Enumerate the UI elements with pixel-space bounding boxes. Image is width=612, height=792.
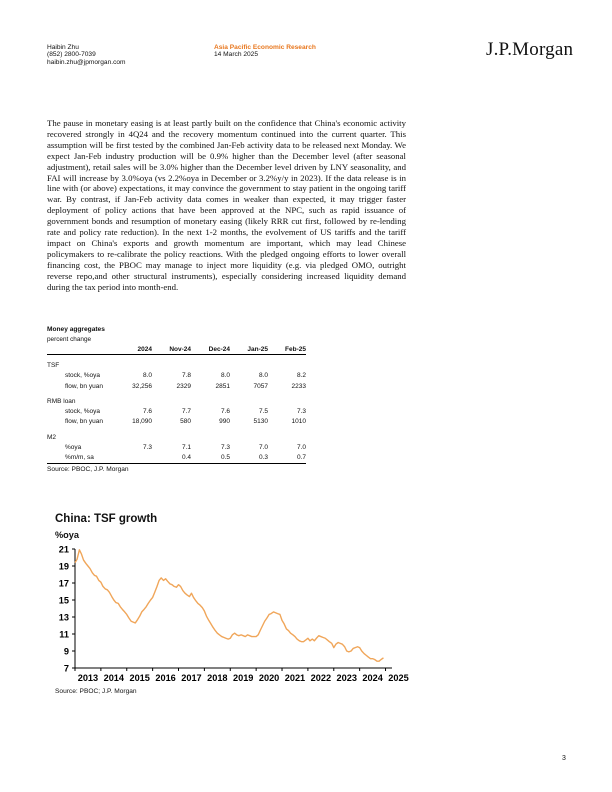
x-tick-label: 2014 bbox=[103, 673, 125, 683]
table-source: Source: PBOC, J.P. Morgan bbox=[47, 465, 129, 473]
y-tick-label: 21 bbox=[58, 544, 69, 555]
x-tick-label: 2015 bbox=[129, 673, 150, 683]
table-cell: 7.6 bbox=[220, 408, 230, 416]
table-cell: 7.0 bbox=[296, 444, 306, 452]
series-line bbox=[75, 550, 383, 661]
table-cell: 0.5 bbox=[191, 453, 230, 464]
table-cell: 18,090 bbox=[132, 418, 152, 426]
section-row bbox=[47, 432, 306, 442]
chart-title: China: TSF growth bbox=[55, 513, 158, 525]
y-tick-label: 17 bbox=[58, 578, 69, 589]
table-cell: 7057 bbox=[253, 382, 268, 390]
header-blank-cell bbox=[47, 344, 113, 355]
row-label: %oya bbox=[65, 444, 82, 452]
section-row bbox=[47, 396, 306, 406]
page-number: 3 bbox=[562, 755, 566, 762]
author-block bbox=[47, 44, 126, 66]
x-tick-label: 2025 bbox=[388, 673, 409, 683]
section-row bbox=[47, 360, 306, 370]
row-label: stock, %oya bbox=[65, 372, 101, 380]
table-row bbox=[47, 417, 306, 427]
table-cell: 2851 bbox=[215, 382, 230, 390]
publication-name: Asia Pacific Economic Research bbox=[214, 44, 316, 51]
table-cell: 2329 bbox=[176, 382, 191, 390]
table-row bbox=[47, 371, 306, 381]
table-cell: 7.8 bbox=[181, 372, 191, 380]
table-cell: 7.7 bbox=[181, 408, 191, 416]
publication-block bbox=[214, 44, 316, 59]
column-header: Nov-24 bbox=[152, 344, 191, 355]
y-tick-label: 19 bbox=[58, 561, 69, 572]
x-tick-label: 2019 bbox=[232, 673, 254, 683]
section-label: M2 bbox=[47, 433, 57, 441]
column-header: Feb-25 bbox=[268, 344, 306, 355]
table-subtitle: percent change bbox=[47, 336, 92, 343]
x-tick-label: 2022 bbox=[310, 673, 332, 683]
x-tick-label: 2017 bbox=[181, 673, 202, 683]
author-phone: (852) 2800-7039 bbox=[47, 51, 96, 59]
jpmorgan-logo: J.P.Morgan bbox=[486, 39, 574, 60]
x-tick-label: 2023 bbox=[336, 673, 357, 683]
table-cell: 2233 bbox=[291, 382, 306, 390]
row-label: %m/m, sa bbox=[47, 453, 113, 464]
table-row bbox=[47, 406, 306, 416]
table-title: Money aggregates bbox=[47, 326, 105, 333]
publication-date: 14 March 2025 bbox=[214, 51, 258, 59]
table-cell: 990 bbox=[219, 418, 230, 426]
table-cell: 0.7 bbox=[268, 453, 306, 464]
table-cell: 7.3 bbox=[142, 444, 152, 452]
table-cell: 7.5 bbox=[258, 408, 268, 416]
row-label: stock, %oya bbox=[65, 408, 101, 416]
x-tick-label: 2016 bbox=[155, 673, 176, 683]
table-header-row bbox=[47, 344, 306, 355]
money-aggregates-table-block bbox=[47, 326, 306, 473]
money-aggregates-table bbox=[47, 344, 306, 464]
table-cell: 8.0 bbox=[220, 372, 230, 380]
table-cell bbox=[113, 453, 152, 464]
table-cell: 8.0 bbox=[258, 372, 268, 380]
column-header: 2024 bbox=[113, 344, 152, 355]
table-row bbox=[47, 442, 306, 452]
table-row bbox=[47, 453, 306, 464]
y-tick-label: 11 bbox=[59, 629, 69, 640]
y-tick-label: 13 bbox=[58, 612, 69, 623]
table-cell: 0.4 bbox=[152, 453, 191, 464]
table-cell: 0.3 bbox=[230, 453, 268, 464]
y-tick-label: 9 bbox=[63, 646, 69, 657]
table-row bbox=[47, 381, 306, 391]
x-tick-label: 2021 bbox=[284, 673, 306, 683]
table-cell: 8.2 bbox=[296, 372, 306, 380]
table-cell: 7.1 bbox=[181, 444, 191, 452]
x-tick-label: 2018 bbox=[207, 673, 228, 683]
table-cell: 7.0 bbox=[258, 444, 268, 452]
column-header: Jan-25 bbox=[230, 344, 268, 355]
row-label: flow, bn yuan bbox=[65, 382, 103, 390]
x-tick-label: 2024 bbox=[362, 673, 383, 683]
y-tick-label: 15 bbox=[58, 595, 69, 606]
x-tick-label: 2020 bbox=[258, 673, 280, 683]
tsf-growth-chart bbox=[45, 540, 409, 688]
author-name: Haibin Zhu bbox=[47, 44, 79, 51]
author-email[interactable]: haibin.zhu@jpmorgan.com bbox=[47, 58, 126, 66]
column-header: Dec-24 bbox=[191, 344, 230, 355]
table-cell: 32,256 bbox=[132, 382, 152, 390]
chart-y-unit: %oya bbox=[55, 530, 80, 540]
chart-source: Source: PBOC; J.P. Morgan bbox=[55, 688, 137, 695]
table-cell: 8.0 bbox=[142, 372, 152, 380]
table-cell: 7.6 bbox=[142, 408, 152, 416]
table-cell: 1010 bbox=[291, 418, 306, 426]
row-label: flow, bn yuan bbox=[65, 418, 103, 426]
table-cell: 7.3 bbox=[296, 408, 306, 416]
section-label: RMB loan bbox=[47, 397, 76, 405]
body-paragraph: The pause in monetary easing is at least partly built on the confidence that China's economic activity recovered strongly in 4Q24 and the recovery momentum continued into the current quarter. This assumption will be first tested by the combined Jan-Feb activity data to be released next Monday. We expect Jan-Feb industry production will be 0.9% higher than the December level (after seasonal adjustment), retail sales will be 3.0% higher than the December level driven by LNY seasonality, and FAI will increase by 3.0%oya (vs 2.2%oya in December or 3.2%y/y in 2023). If the data release is in line with (or above) expectations, it may convince the government to stay patient in the ongoing tariff war. By contrast, if Jan-Feb activity data comes in weaker than expected, it may trigger faster deployment of policy actions that have been approved at the NPC, such as rapid issuance of government bonds and resumption of monetary easing (likely RRR cut first, followed by re-lending rate and policy rate reduction). In the next 1-2 months, the evolvement of US tariffs and the tariff impact on China's exports and growth momentum are important, which may lead Chinese policymakers to re-calibrate the policy reactions. With the pledged ongoing efforts to lower overall financing cost, the PBOC may manage to inject more liquidity (e.g. via pledged OMO, outright reverse repo,and other structural instruments), especially considering increased liquidity demand during the tax period into month-end. bbox=[47, 118, 406, 292]
section-label: TSF bbox=[47, 361, 60, 369]
table-cell: 7.3 bbox=[220, 444, 230, 452]
y-tick-label: 7 bbox=[63, 663, 69, 674]
table-cell: 5130 bbox=[253, 418, 268, 426]
x-tick-label: 2013 bbox=[77, 673, 99, 683]
table-cell: 580 bbox=[180, 418, 191, 426]
